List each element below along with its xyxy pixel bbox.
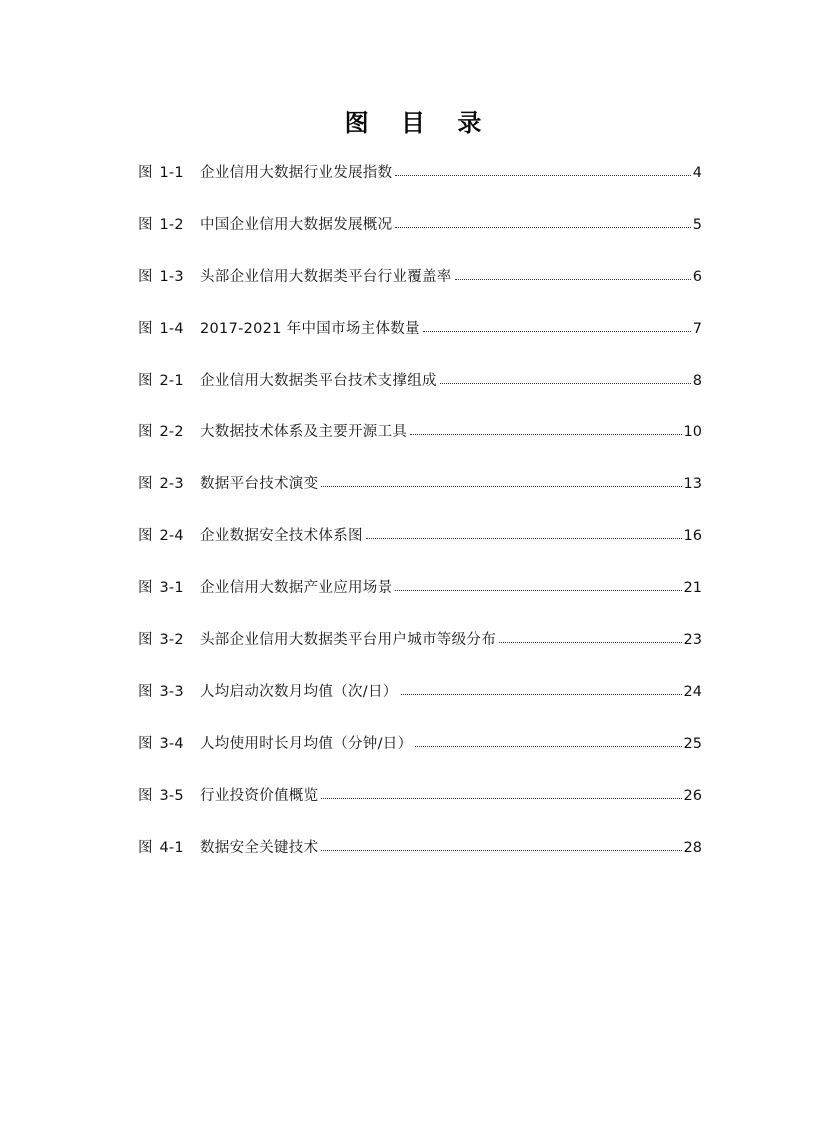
figure-label: 图 3-5: [138, 787, 184, 804]
toc-entry[interactable]: [138, 214, 702, 236]
page-number: 16: [683, 528, 702, 545]
page-number: 25: [683, 735, 702, 752]
figure-caption: 大数据技术体系及主要开源工具: [200, 424, 408, 441]
dot-leader: [499, 641, 682, 643]
figure-caption: 人均启动次数月均值（次/日）: [200, 683, 398, 700]
dot-leader: [321, 849, 681, 851]
toc-entry[interactable]: [138, 733, 702, 755]
figure-label: 图 1-3: [138, 268, 184, 285]
figure-caption: 数据平台技术演变: [200, 476, 319, 493]
dot-leader: [366, 537, 682, 539]
toc-entry[interactable]: [138, 629, 702, 651]
page-title: 图 目 录: [344, 109, 494, 137]
toc-entry[interactable]: [138, 681, 702, 703]
toc-entry[interactable]: [138, 421, 702, 443]
figure-label: 图 4-1: [138, 839, 184, 856]
page-number: 7: [692, 320, 702, 337]
dot-leader: [321, 797, 681, 799]
figure-label: 图 2-4: [138, 528, 184, 545]
dot-leader: [440, 382, 691, 384]
figure-caption: 人均使用时长月均值（分钟/日）: [200, 735, 413, 752]
figure-caption: 企业信用大数据行业发展指数: [200, 165, 393, 181]
figure-caption: 企业信用大数据类平台技术支撑组成: [200, 372, 437, 389]
dot-leader: [410, 433, 681, 435]
page-number: 21: [683, 580, 702, 597]
figure-label: 图 2-2: [138, 424, 184, 441]
dot-leader: [395, 226, 690, 228]
page-number: 13: [683, 476, 702, 493]
figure-label: 图 1-2: [138, 216, 184, 233]
figure-caption: 企业数据安全技术体系图: [200, 528, 363, 545]
figure-caption: 头部企业信用大数据类平台用户城市等级分布: [200, 632, 496, 649]
figure-label: 图 2-1: [138, 372, 184, 389]
figure-caption: 数据安全关键技术: [200, 839, 319, 856]
figure-label: 图 1-1: [138, 165, 184, 181]
dot-leader: [423, 330, 691, 332]
page-number: 24: [683, 683, 702, 700]
toc-entry[interactable]: [138, 318, 702, 340]
page-number: 10: [683, 424, 702, 441]
dot-leader: [455, 278, 691, 280]
figure-caption: 中国企业信用大数据发展概况: [200, 216, 393, 233]
page-number: 4: [692, 165, 702, 181]
toc-entry[interactable]: [138, 785, 702, 807]
toc-entry[interactable]: [138, 162, 702, 184]
figure-label: 图 3-4: [138, 735, 184, 752]
dot-leader: [321, 485, 681, 487]
dot-leader: [401, 693, 682, 695]
figure-caption: 头部企业信用大数据类平台行业覆盖率: [200, 268, 452, 285]
figure-label: 图 2-3: [138, 476, 184, 493]
figure-toc-list: [138, 162, 702, 888]
toc-entry[interactable]: [138, 525, 702, 547]
toc-entry[interactable]: [138, 370, 702, 392]
page-number: 28: [683, 839, 702, 856]
figure-caption: 企业信用大数据产业应用场景: [200, 580, 393, 597]
dot-leader: [395, 589, 681, 591]
toc-entry[interactable]: [138, 837, 702, 859]
figure-label: 图 3-3: [138, 683, 184, 700]
page-number: 23: [683, 632, 702, 649]
page-number: 5: [692, 216, 702, 233]
page-number: 26: [683, 787, 702, 804]
figure-caption: 2017-2021 年中国市场主体数量: [200, 320, 420, 337]
toc-entry[interactable]: [138, 266, 702, 288]
toc-entry[interactable]: [138, 473, 702, 495]
figure-label: 图 3-2: [138, 632, 184, 649]
figure-label: 图 1-4: [138, 320, 184, 337]
page-number: 6: [692, 268, 702, 285]
page-number: 8: [692, 372, 702, 389]
dot-leader: [395, 174, 690, 176]
toc-entry[interactable]: [138, 577, 702, 599]
figure-label: 图 3-1: [138, 580, 184, 597]
figure-caption: 行业投资价值概览: [200, 787, 319, 804]
dot-leader: [415, 745, 681, 747]
